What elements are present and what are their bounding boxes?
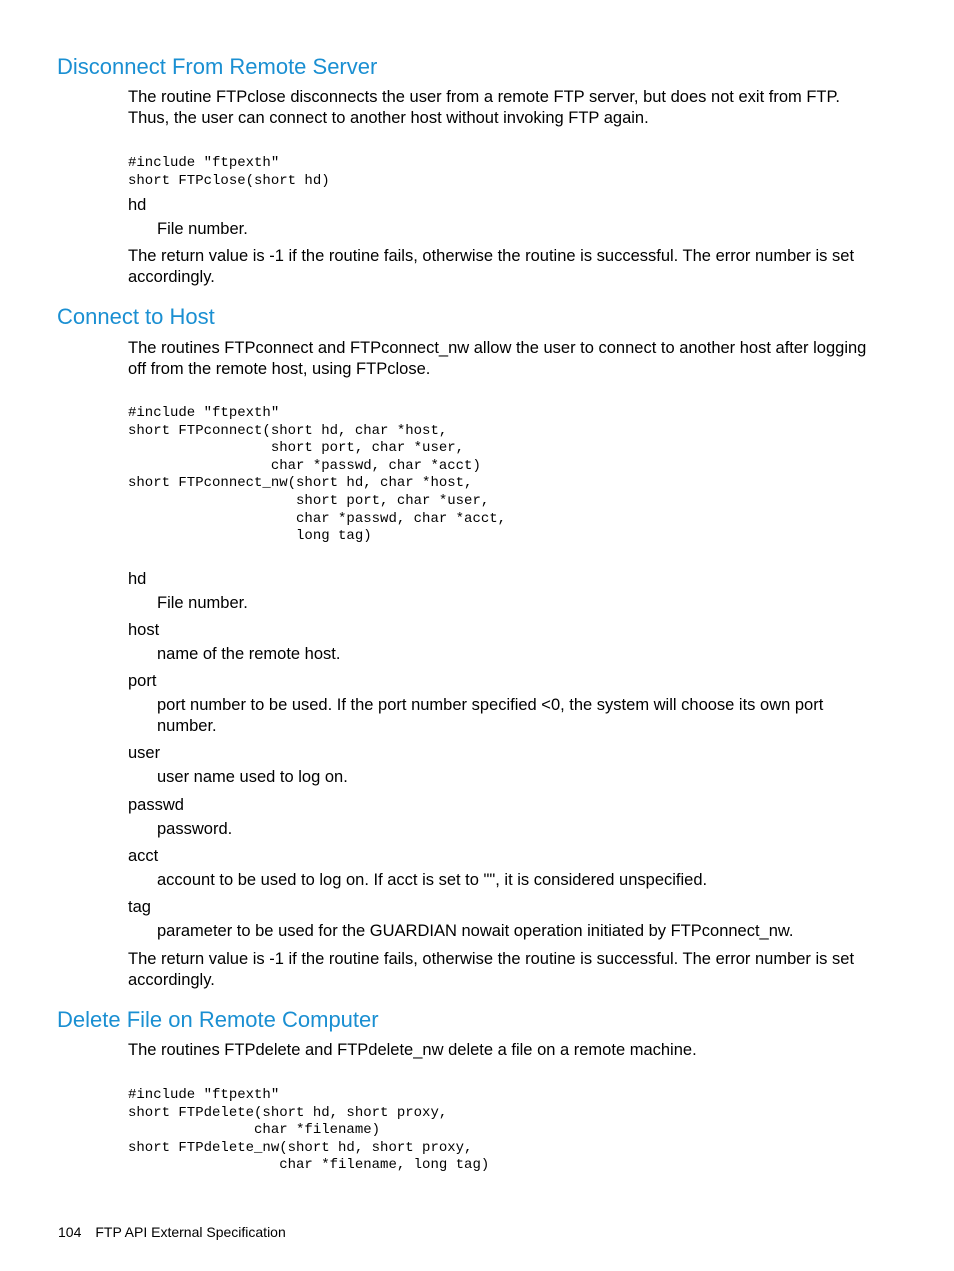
param-term-hd: hd [128, 570, 147, 588]
param-desc-tag: parameter to be used for the GUARDIAN nowait operation initiated by FTPconnect_nw. [157, 922, 794, 940]
param-term-passwd: passwd [128, 796, 184, 814]
param-term-host: host [128, 621, 160, 639]
param-term-hd: hd [128, 196, 147, 214]
param-desc-port: port number to be used. If the port number specified <0, the system will choose its own port number. [157, 696, 824, 735]
param-desc-host: name of the remote host. [157, 645, 341, 663]
section-heading-delete: Delete File on Remote Computer [57, 1007, 379, 1032]
param-desc-passwd: password. [157, 820, 233, 838]
section-heading-disconnect: Disconnect From Remote Server [57, 54, 378, 79]
page-number: 104 [58, 1224, 82, 1240]
param-desc-hd: File number. [157, 220, 248, 238]
param-term-tag: tag [128, 898, 151, 916]
section-heading-connect: Connect to Host [57, 304, 215, 329]
code-block-ftpconnect: #include "ftpexth" short FTPconnect(short hd, char *host, short port, char *user, char *passwd, char *acct) short FTPconnect_nw(short hd, char *host, short port, char *user, char *passwd, char *acct, long tag) [128, 405, 507, 545]
code-block-ftpclose: #include "ftpexth" short FTPclose(short hd) [128, 155, 330, 189]
param-term-user: user [128, 744, 161, 762]
code-block-ftpdelete: #include "ftpexth" short FTPdelete(short hd, short proxy, char *filename) short FTPdelete_nw(short hd, short proxy, char *filename, long tag) [128, 1087, 490, 1174]
section-intro-delete: The routines FTPdelete and FTPdelete_nw delete a file on a remote machine. [128, 1041, 697, 1059]
return-value-text: The return value is -1 if the routine fails, otherwise the routine is successful. The error number is set accordingly. [128, 247, 855, 286]
param-desc-acct: account to be used to log on. If acct is set to "", it is considered unspecified. [157, 871, 708, 889]
footer-doc-title: FTP API External Specification [95, 1224, 286, 1240]
section-intro-disconnect: The routine FTPclose disconnects the user from a remote FTP server, but does not exit from FTP. Thus, the user can connect to another host without invoking FTP again. [128, 88, 840, 127]
page-footer [58, 1223, 286, 1241]
section-intro-connect: The routines FTPconnect and FTPconnect_nw allow the user to connect to another host after logging off from the remote host, using FTPclose. [128, 339, 867, 378]
param-term-port: port [128, 672, 157, 690]
param-term-acct: acct [128, 847, 159, 865]
param-desc-user: user name used to log on. [157, 768, 348, 786]
return-value-text: The return value is -1 if the routine fails, otherwise the routine is successful. The error number is set accordingly. [128, 950, 855, 989]
param-desc-hd: File number. [157, 594, 248, 612]
